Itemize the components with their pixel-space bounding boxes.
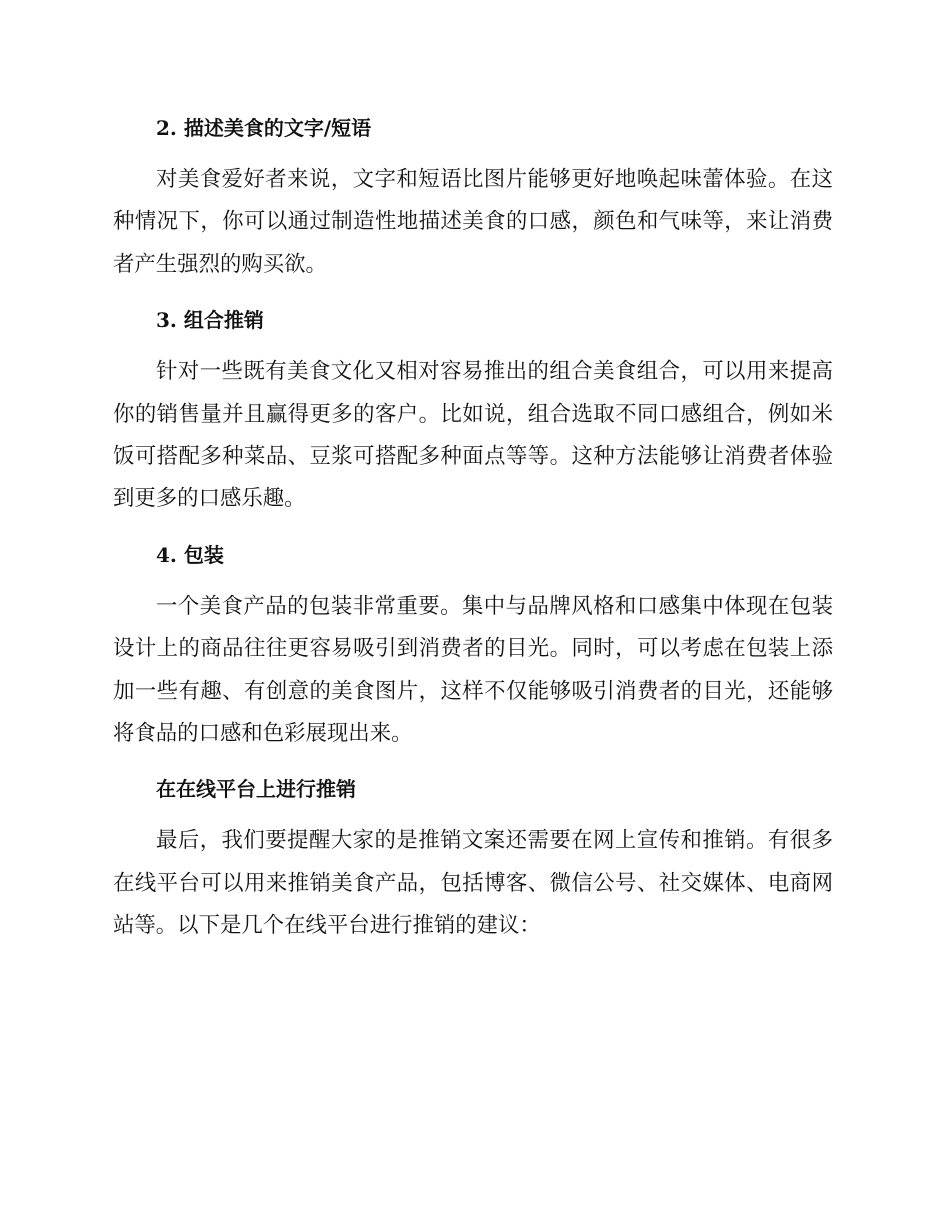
section-paragraph-online-platforms: 最后，我们要提醒大家的是推销文案还需要在网上宣传和推销。有很多在线平台可以用来推销美食产品，包括博客、微信公号、社交媒体、电商网站等。以下是几个在线平台进行推销的建议：: [113, 828, 833, 939]
section-heading-online-platforms: 在在线平台上进行推销: [156, 777, 356, 802]
section-paragraph-packaging: 一个美食产品的包装非常重要。集中与品牌风格和口感集中体现在包装设计上的商品往往更容易吸引到消费者的目光。同时，可以考虑在包装上添加一些有趣、有创意的美食图片，这样不仅能够吸引消费者的目光，还能够将食品的口感和色彩展现出来。: [113, 593, 833, 747]
section-heading-combo-promotion: 3. 组合推销: [156, 308, 264, 333]
section-heading-food-description: 2. 描述美食的文字/短语: [156, 116, 372, 140]
section-paragraph-food-description: 对美食爱好者来说，文字和短语比图片能够更好地唤起味蕾体验。在这种情况下，你可以通过制造性地描述美食的口感，颜色和气味等，来让消费者产生强烈的购买欲。: [113, 167, 833, 277]
section-heading-packaging: 4. 包装: [156, 542, 224, 567]
document-body: [113, 108, 833, 948]
section-paragraph-combo-promotion: 针对一些既有美食文化又相对容易推出的组合美食组合，可以用来提高你的销售量并且赢得更多的客户。比如说，组合选取不同口感组合，例如米饭可搭配多种菜品、豆浆可搭配多种面点等等。这种方法能够让消费者体验到更多的口感乐趣。: [113, 359, 833, 512]
